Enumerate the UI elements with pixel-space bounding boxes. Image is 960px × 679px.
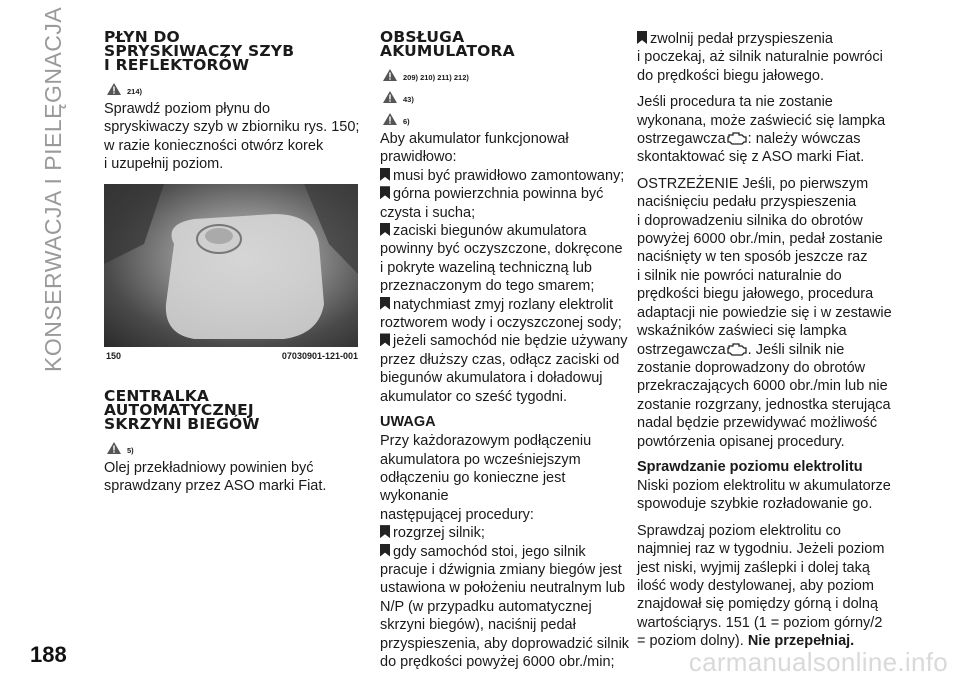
bullet-item: musi być prawidłowo zamontowany; (380, 167, 636, 185)
warning-triangle-icon (382, 112, 398, 126)
note-heading: UWAGA (380, 414, 436, 431)
bullet-item: zwolnij pedał przyspieszenia i poczekaj, aż silnik naturalnie powróci do prędkości biegu jałowego. (637, 31, 883, 84)
bullet-icon (380, 223, 390, 236)
warning-triangle-icon (106, 441, 122, 455)
bullet-icon (380, 333, 390, 346)
electrolyte-text: Niski poziom elektrolitu w akumulatorze spowoduje szybkie rozładowanie go. (637, 477, 891, 513)
battery-intro: Aby akumulator funkcjonował prawidłowo: (380, 131, 569, 166)
bullet-item: gdy samochód stoi, jego silnik pracuje i dźwignia zmiany biegów jest ustawiona w położeniu neutralnym lub N/P (w przypadku automatycznej skrzyni biegów), naciśnij pedał przyspieszenia, aby doprowadzić silnik do prędkości powyżej 6000 obr./min; (380, 543, 630, 670)
warning-triangle-icon (382, 68, 398, 82)
note-text: Przy każdorazowym podłączeniu akumulatora po wcześniejszym odłączeniu go konieczne jest wykonanie następującej procedury: (380, 433, 592, 523)
heading-washer-fluid: PŁYN DO SPRYSKIWACZY SZYB I REFLEKTORÓW (104, 28, 295, 74)
reservoir-image-icon (104, 184, 358, 347)
electrolyte-check-text: Sprawdzaj poziom elektrolitu co najmniej raz w tygodniu. Jeżeli poziom jest niski, wyjmij zaślepki i dolej taką ilość wody destylowanej, aby poziom znajdował się pomiędzy górną i dolną wartościąrys. 151 (1 = poziom górny/2 = poziom dolny). Nie przepełniaj. (637, 522, 885, 650)
warning-ref: 43) (382, 86, 636, 104)
warning-ref: 6) (382, 108, 636, 126)
figure-caption (104, 347, 360, 363)
engine-warning-icon (726, 342, 748, 356)
warning-ref: 214) (106, 78, 360, 96)
warning-triangle-icon (106, 82, 122, 96)
bullet-item: rozgrzej silnik; (380, 524, 636, 542)
bullet-icon (380, 297, 390, 310)
figure-code: 07030901-121-001 (281, 350, 358, 361)
bullet-item: zaciski biegunów akumulatora powinny być oczyszczone, dokręcone i pokryte wazeliną techniczną lub przeznaczonym do tego smarem; (380, 223, 623, 295)
heading-gearbox-unit: CENTRALKA AUTOMATYCZNEJ SKRZYNI BIEGÓW (104, 386, 260, 433)
warning-ref: 5) (106, 437, 360, 455)
column-3 (637, 30, 899, 659)
warning-triangle-icon (382, 90, 398, 104)
washer-reservoir-photo (104, 184, 358, 347)
washer-fluid-text: Sprawdź poziom płynu do spryskiwaczy szyb w zbiorniku rys. 150; w razie konieczności otwórz korek i uzupełnij poziom. (104, 101, 360, 173)
warning-lamp-text: Jeśli procedura ta nie zostanie wykonana, może zaświecić się lampka ostrzegawcza : należy wówczas skontaktować się z ASO marki Fiat. (637, 94, 886, 166)
bullet-icon (380, 186, 390, 199)
caution-text: OSTRZEŻENIE Jeśli, po pierwszym naciśnięciu pedału przyspieszenia i doprowadzeniu silnika do obrotów powyżej 6000 obr./min, pedał zostanie naciśnięty w ten sposób jeszcze raz i silnik nie powróci naturalnie do prędkości biegu jałowego, procedura adaptacji nie powiedzie się i w zestawie wskaźników zaświeci się lampka ostrzegawcza . Jeśli silnik nie zostanie doprowadzony do obrotów przekraczających 6000 obr./min lub nie zostanie rozgrzany, jednostka sterująca nadal będzie przewidywać możliwość powtórzenia opisanej procedury. (637, 175, 892, 450)
column-1 (104, 30, 360, 503)
gearbox-text: Olej przekładniowy powinien być sprawdzany przez ASO marki Fiat. (104, 459, 327, 495)
column-2 (380, 30, 636, 679)
figure-number: 150 (106, 350, 122, 361)
bullet-icon (380, 168, 390, 181)
warning-ref: 209) 210) 211) 212) (382, 64, 636, 82)
bullet-item: jeżeli samochód nie będzie używany przez dłuższy czas, odłącz zaciski od biegunów akumulatora i doładowuj akumulator co sześć tygodni. (380, 333, 628, 405)
bullet-item: górna powierzchnia powinna być czysta i sucha; (380, 186, 604, 221)
bullet-icon (380, 544, 390, 557)
section-side-title: KONSERWACJA I PIELĘGNACJA (40, 6, 66, 372)
page-number: 188 (30, 642, 67, 667)
subheading-electrolyte: Sprawdzanie poziomu elektrolitu (637, 458, 863, 475)
watermark: carmanualsonline.info (688, 647, 948, 677)
engine-warning-icon (726, 131, 748, 145)
bullet-icon (637, 31, 647, 44)
bullet-item: natychmiast zmyj rozlany elektrolit roztworem wody i oczyszczonej sody; (380, 296, 622, 332)
bullet-icon (380, 525, 390, 538)
heading-battery-maintenance: OBSŁUGA AKUMULATORA (380, 28, 515, 60)
